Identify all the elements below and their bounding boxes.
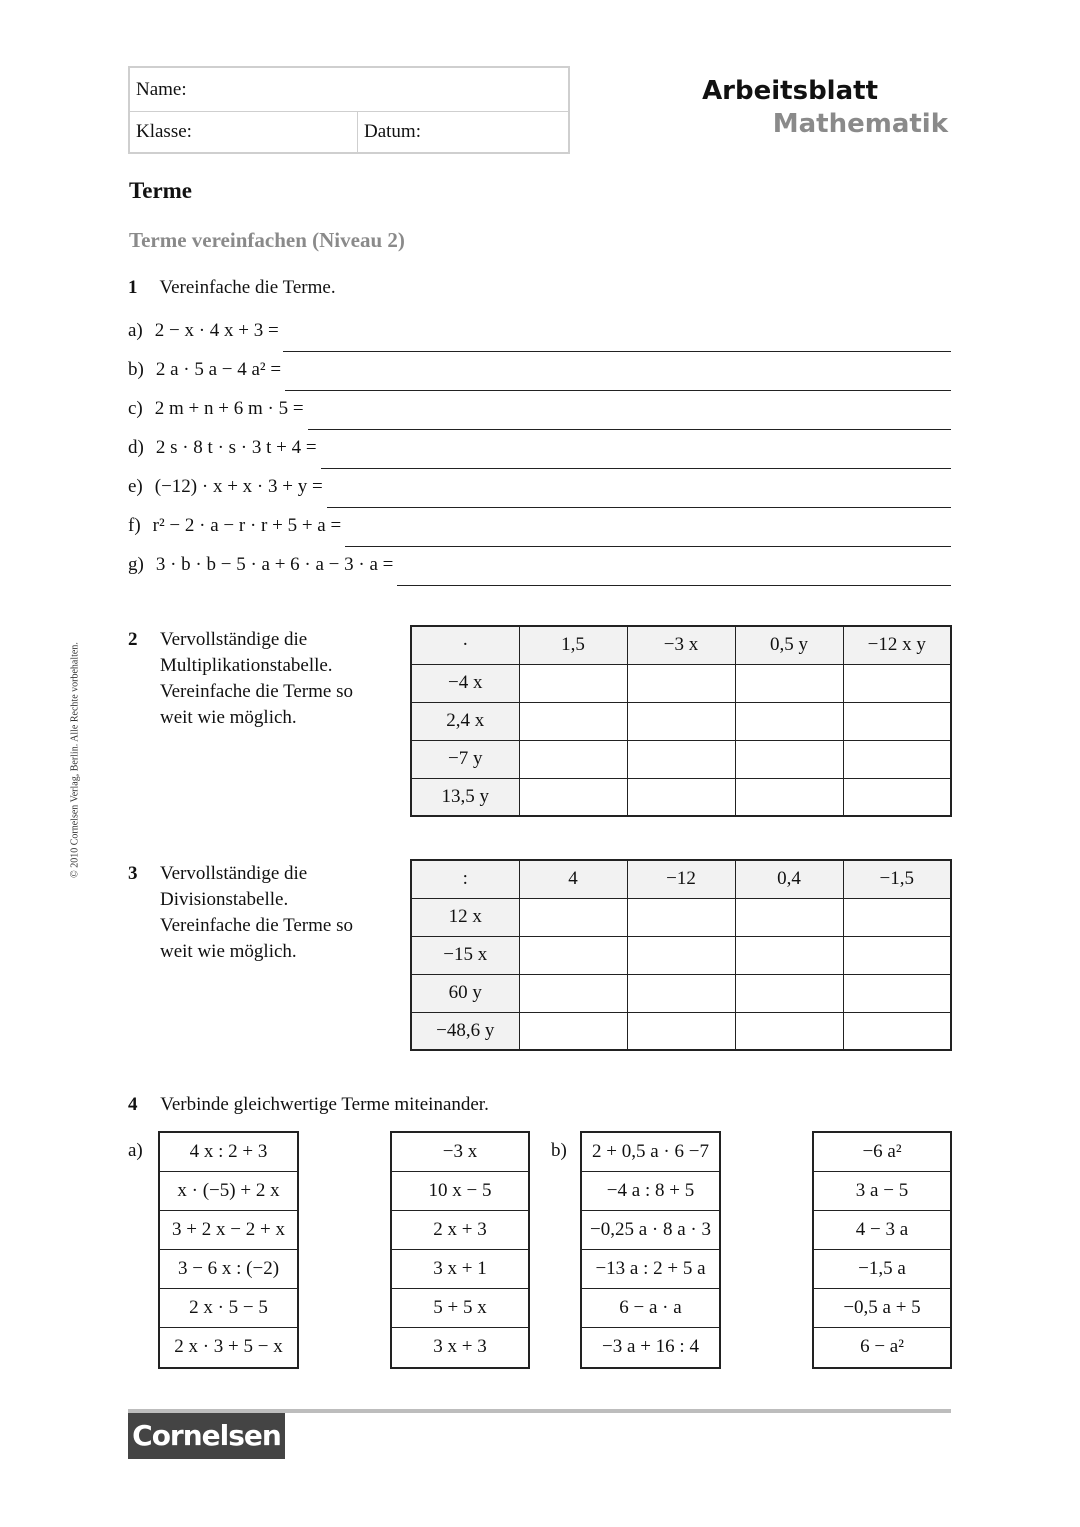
task1-exercise-row	[128, 476, 323, 506]
table-column-header: 4	[519, 860, 627, 898]
table-answer-cell[interactable]	[519, 778, 627, 816]
match-term-box[interactable]: 3 + 2 x − 2 + x	[160, 1211, 297, 1250]
exercise-label: b)	[128, 359, 144, 380]
section-subtitle: Terme vereinfachen (Niveau 2)	[129, 228, 405, 252]
klasse-label: Klasse:	[136, 121, 192, 142]
table-answer-cell[interactable]	[519, 702, 627, 740]
task1-text: Vereinfache die Terme.	[159, 277, 336, 298]
table-row-header: 12 x	[411, 898, 519, 936]
task2-number: 2	[128, 629, 138, 650]
answer-line[interactable]	[321, 468, 951, 469]
table-answer-cell[interactable]	[735, 1012, 843, 1050]
answer-line[interactable]	[283, 351, 951, 352]
exercise-expression: 2 a · 5 a − 4 a² =	[155, 359, 282, 380]
table-answer-cell[interactable]	[519, 664, 627, 702]
match-term-box[interactable]: −13 a : 2 + 5 a	[582, 1250, 719, 1289]
match-term-box[interactable]: 2 x · 3 + 5 − x	[174, 1336, 283, 1357]
table-column-header: 1,5	[519, 626, 627, 664]
task4-number: 4	[128, 1094, 138, 1115]
table-column-header: 0,5 y	[735, 626, 843, 664]
match-term-box[interactable]: −4 a : 8 + 5	[582, 1172, 719, 1211]
exercise-label: e)	[128, 476, 143, 497]
exercise-expression: 2 − x · 4 x + 3 =	[154, 320, 279, 341]
exercise-expression: r² − 2 · a − r · r + 5 + a =	[152, 515, 342, 536]
table-answer-cell[interactable]	[519, 974, 627, 1012]
task1-exercise-row	[128, 437, 317, 467]
table-row	[411, 1012, 951, 1050]
table-answer-cell[interactable]	[843, 898, 951, 936]
table-row	[411, 898, 951, 936]
table-header-row	[411, 860, 951, 898]
table-answer-cell[interactable]	[627, 1012, 735, 1050]
answer-line[interactable]	[308, 429, 951, 430]
table-answer-cell[interactable]	[735, 702, 843, 740]
answer-line[interactable]	[285, 390, 951, 391]
table-corner-operator: ·	[411, 626, 519, 664]
table-answer-cell[interactable]	[519, 936, 627, 974]
task3-line: Vereinfache die Terme so	[160, 915, 353, 936]
match-term-box[interactable]: 2 x + 3	[392, 1211, 528, 1250]
match-term-box[interactable]: 3 x + 1	[392, 1250, 528, 1289]
exercise-label: c)	[128, 398, 143, 419]
table-answer-cell[interactable]	[519, 1012, 627, 1050]
exercise-expression: 2 s · 8 t · s · 3 t + 4 =	[155, 437, 317, 458]
table-answer-cell[interactable]	[519, 740, 627, 778]
copyright-notice: © 2010 Cornelsen Verlag, Berlin. Alle Rechte vorbehalten.	[69, 642, 81, 878]
task4-text: Verbinde gleichwertige Terme miteinander.	[160, 1094, 489, 1115]
table-column-header: −3 x	[627, 626, 735, 664]
datum-label: Datum:	[364, 121, 421, 142]
name-label: Name:	[136, 79, 187, 100]
task4-heading	[128, 1094, 489, 1116]
match-column-b-right	[812, 1131, 952, 1369]
klasse-datum-row	[130, 111, 568, 152]
match-term-box[interactable]: 6 − a²	[860, 1336, 904, 1357]
match-term-box[interactable]: x · (−5) + 2 x	[160, 1172, 297, 1211]
table-row-header: 2,4 x	[411, 702, 519, 740]
match-column-a-right	[390, 1131, 530, 1369]
task3-line: weit wie möglich.	[160, 941, 297, 962]
exercise-expression: (−12) · x + x · 3 + y =	[154, 476, 323, 497]
exercise-expression: 3 · b · b − 5 · a + 6 · a − 3 · a =	[155, 554, 394, 575]
table-answer-cell[interactable]	[627, 702, 735, 740]
table-corner-operator: :	[411, 860, 519, 898]
task1-exercise-row	[128, 515, 341, 545]
table-answer-cell[interactable]	[627, 664, 735, 702]
table-answer-cell[interactable]	[843, 974, 951, 1012]
match-column-b-left	[580, 1131, 721, 1369]
name-row	[130, 68, 568, 112]
table-row	[411, 974, 951, 1012]
table-answer-cell[interactable]	[627, 974, 735, 1012]
match-term-box[interactable]: 5 + 5 x	[392, 1289, 528, 1328]
match-term-box[interactable]: 3 − 6 x : (−2)	[160, 1250, 297, 1289]
table-column-header: −12	[627, 860, 735, 898]
task3-instructions	[128, 861, 398, 965]
worksheet-title: Arbeitsblatt	[702, 76, 878, 106]
task3-line: Vervollständige die	[160, 863, 308, 884]
table-row-header: −4 x	[411, 664, 519, 702]
exercise-label: d)	[128, 437, 144, 458]
exercise-label: g)	[128, 554, 144, 575]
table-answer-cell[interactable]	[735, 740, 843, 778]
name-field[interactable]	[130, 68, 568, 111]
task2-line: weit wie möglich.	[160, 707, 297, 728]
datum-field[interactable]	[358, 111, 568, 152]
task4a-label: a)	[128, 1140, 143, 1161]
header-info-table	[128, 66, 570, 154]
exercise-expression: 2 m + n + 6 m · 5 =	[154, 398, 304, 419]
task1-heading	[128, 277, 336, 299]
table-answer-cell[interactable]	[735, 664, 843, 702]
table-row-header: 13,5 y	[411, 778, 519, 816]
match-term-box[interactable]: 2 + 0,5 a · 6 −7	[582, 1133, 719, 1172]
table-row	[411, 740, 951, 778]
match-term-box[interactable]: 4 x : 2 + 3	[160, 1133, 297, 1172]
table-answer-cell[interactable]	[843, 778, 951, 816]
table-column-header: −12 x y	[843, 626, 951, 664]
match-term-box[interactable]: 4 − 3 a	[814, 1211, 950, 1250]
table-row	[411, 778, 951, 816]
table-row	[411, 664, 951, 702]
match-term-box[interactable]: −3 x	[392, 1133, 528, 1172]
table-answer-cell[interactable]	[843, 702, 951, 740]
table-row	[411, 702, 951, 740]
table-answer-cell[interactable]	[843, 664, 951, 702]
table-answer-cell[interactable]	[735, 778, 843, 816]
task1-exercise-row	[128, 359, 281, 389]
table-header-row	[411, 626, 951, 664]
worksheet-subject: Mathematik	[772, 109, 948, 139]
klasse-field[interactable]	[130, 111, 358, 152]
task1-number: 1	[128, 277, 138, 298]
match-term-box[interactable]: 2 x · 5 − 5	[160, 1289, 297, 1328]
match-term-box[interactable]: 10 x − 5	[392, 1172, 528, 1211]
table-answer-cell[interactable]	[627, 778, 735, 816]
task2-line: Vereinfache die Terme so	[160, 681, 353, 702]
answer-line[interactable]	[327, 507, 951, 508]
table-row-header: −48,6 y	[411, 1012, 519, 1050]
answer-line[interactable]	[345, 546, 951, 547]
task4b-label: b)	[551, 1140, 567, 1161]
match-term-box[interactable]: 3 a − 5	[814, 1172, 950, 1211]
match-term-box[interactable]: −1,5 a	[814, 1250, 950, 1289]
match-term-box[interactable]: 6 − a · a	[582, 1289, 719, 1328]
division-table	[410, 859, 952, 1051]
table-column-header: −1,5	[843, 860, 951, 898]
task1-exercise-row	[128, 320, 279, 350]
task2-line: Multiplikationstabelle.	[160, 655, 333, 676]
match-term-box[interactable]: −0,5 a + 5	[814, 1289, 950, 1328]
match-term-box[interactable]: −6 a²	[814, 1133, 950, 1172]
table-answer-cell[interactable]	[627, 936, 735, 974]
match-column-a-left	[158, 1131, 299, 1369]
match-term-box[interactable]: 3 x + 3	[433, 1336, 487, 1357]
table-answer-cell[interactable]	[627, 898, 735, 936]
multiplication-table	[410, 625, 952, 817]
task3-line: Divisionstabelle.	[160, 889, 289, 910]
section-title: Terme	[129, 178, 193, 203]
exercise-label: f)	[128, 515, 141, 536]
table-answer-cell[interactable]	[843, 1012, 951, 1050]
table-answer-cell[interactable]	[843, 936, 951, 974]
task1-exercise-row	[128, 554, 393, 584]
task2-line: Vervollständige die	[160, 629, 308, 650]
table-row	[411, 936, 951, 974]
match-term-box[interactable]: −0,25 a · 8 a · 3	[582, 1211, 719, 1250]
task3-number: 3	[128, 863, 138, 884]
task1-exercise-row	[128, 398, 304, 428]
table-answer-cell[interactable]	[735, 898, 843, 936]
cornelsen-logo: Cornelsen	[128, 1413, 285, 1459]
answer-line[interactable]	[397, 585, 951, 586]
table-column-header: 0,4	[735, 860, 843, 898]
table-answer-cell[interactable]	[519, 898, 627, 936]
match-term-box[interactable]: −3 a + 16 : 4	[602, 1336, 699, 1357]
task2-instructions	[128, 627, 398, 731]
exercise-label: a)	[128, 320, 143, 341]
table-answer-cell[interactable]	[843, 740, 951, 778]
table-row-header: 60 y	[411, 974, 519, 1012]
table-answer-cell[interactable]	[735, 974, 843, 1012]
table-answer-cell[interactable]	[735, 936, 843, 974]
table-row-header: −7 y	[411, 740, 519, 778]
table-row-header: −15 x	[411, 936, 519, 974]
table-answer-cell[interactable]	[627, 740, 735, 778]
